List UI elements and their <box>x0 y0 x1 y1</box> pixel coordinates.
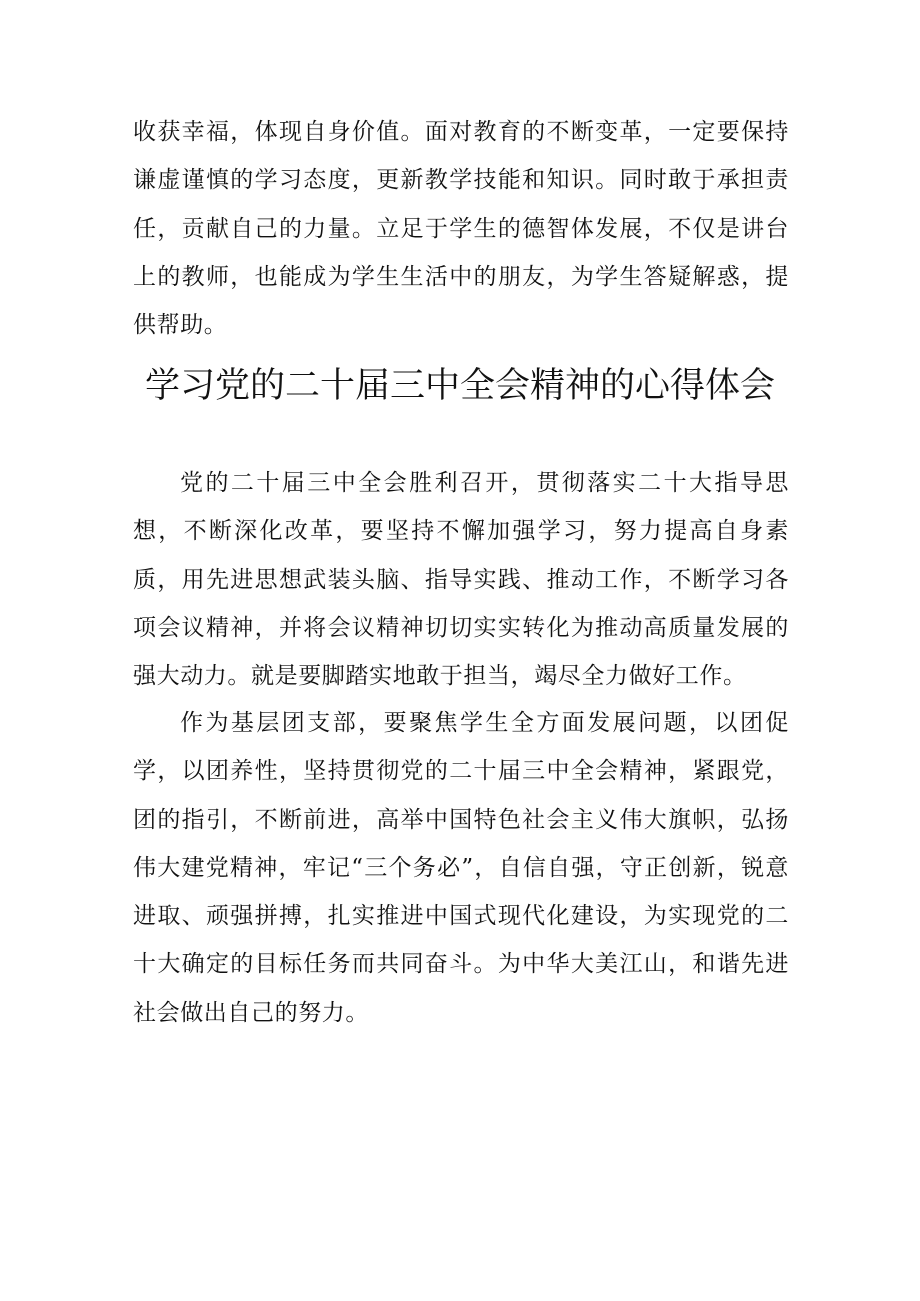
body-paragraph-1: 党的二十届三中全会胜利召开，贯彻落实二十大指导思想，不断深化改革，要坚持不懈加强学习，努力提高自身素质，用先进思想武装头脑、指导实践、推动工作，不断学习各项会议精神，并将会议精神切切实实转化为推动高质量发展的强大动力。就是要脚踏实地敢于担当，竭尽全力做好工作。 <box>133 470 789 690</box>
continuation-paragraph: 收获幸福，体现自身价值。面对教育的不断变革，一定要保持谦虚谨慎的学习态度，更新教学技能和知识。同时敢于承担责任，贡献自己的力量。立足于学生的德智体发展，不仅是讲台上的教师，也能成为学生生活中的朋友，为学生答疑解惑，提供帮助。 <box>133 119 789 339</box>
document-title: 学习党的二十届三中全会精神的心得体会 <box>144 366 775 406</box>
body-paragraph-2: 作为基层团支部，要聚焦学生全方面发展问题，以团促学，以团养性，坚持贯彻党的二十届三中全会精神，紧跟党，团的指引，不断前进，高举中国特色社会主义伟大旗帜，弘扬伟大建党精神，牢记“三个务必”，自信自强，守正创新，锐意进取、顽强拼搏，扎实推进中国式现代化建设，为实现党的二十大确定的目标任务而共同奋斗。为中华大美江山，和谐先进社会做出自己的努力。 <box>133 710 789 1026</box>
